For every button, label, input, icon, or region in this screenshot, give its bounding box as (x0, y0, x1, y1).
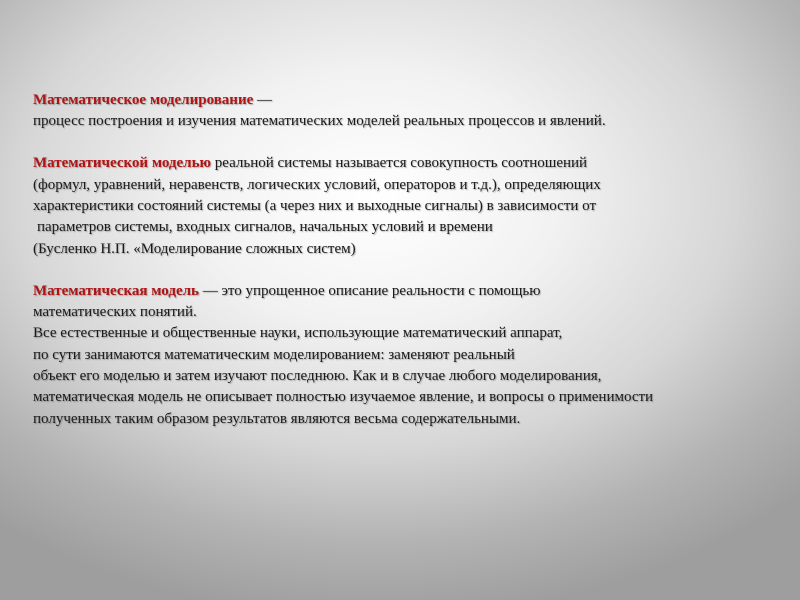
text-line: по сути занимаются математическим моделированием: заменяют реальный (33, 347, 515, 363)
text-line: полученных таким образом результатов являются весьма содержательными. (33, 411, 521, 427)
text-line: Все естественные и общественные науки, использующие математический аппарат, (33, 325, 563, 341)
text-line: характеристики состояний системы (а через них и выходные сигналы) в зависимости от (33, 198, 597, 214)
text-line: (формул, уравнений, неравенств, логических условий, операторов и т.д.), определяющих (33, 177, 601, 193)
definition-term-line (33, 90, 272, 111)
text-line: реальной системы называется совокупность соотношений (210, 155, 588, 171)
term-mathematical-model-simplified: Математическая модель (33, 283, 199, 299)
text-line: математическая модель не описывает полностью изучаемое явление, и вопросы о применимости (33, 389, 654, 405)
text-line: — (253, 92, 272, 108)
text-line: параметров системы, входных сигналов, начальных условий и времени (37, 219, 493, 235)
text-line: — это упрощенное описание реальности с помощью (198, 283, 541, 299)
citation-line: (Бусленко Н.П. «Моделирование сложных систем) (33, 241, 356, 257)
text-line: объект его моделью и затем изучают последнюю. Как и в случае любого моделирования, (33, 368, 602, 384)
text-line: математических понятий. (33, 304, 197, 320)
term-mathematical-modeling: Математическое моделирование (33, 92, 254, 108)
term-mathematical-model: Математической моделью (33, 155, 211, 171)
definition-term-line (33, 281, 540, 302)
definition-term-line (33, 153, 587, 174)
text-line: процесс построения и изучения математических моделей реальных процессов и явлений. (33, 113, 606, 129)
